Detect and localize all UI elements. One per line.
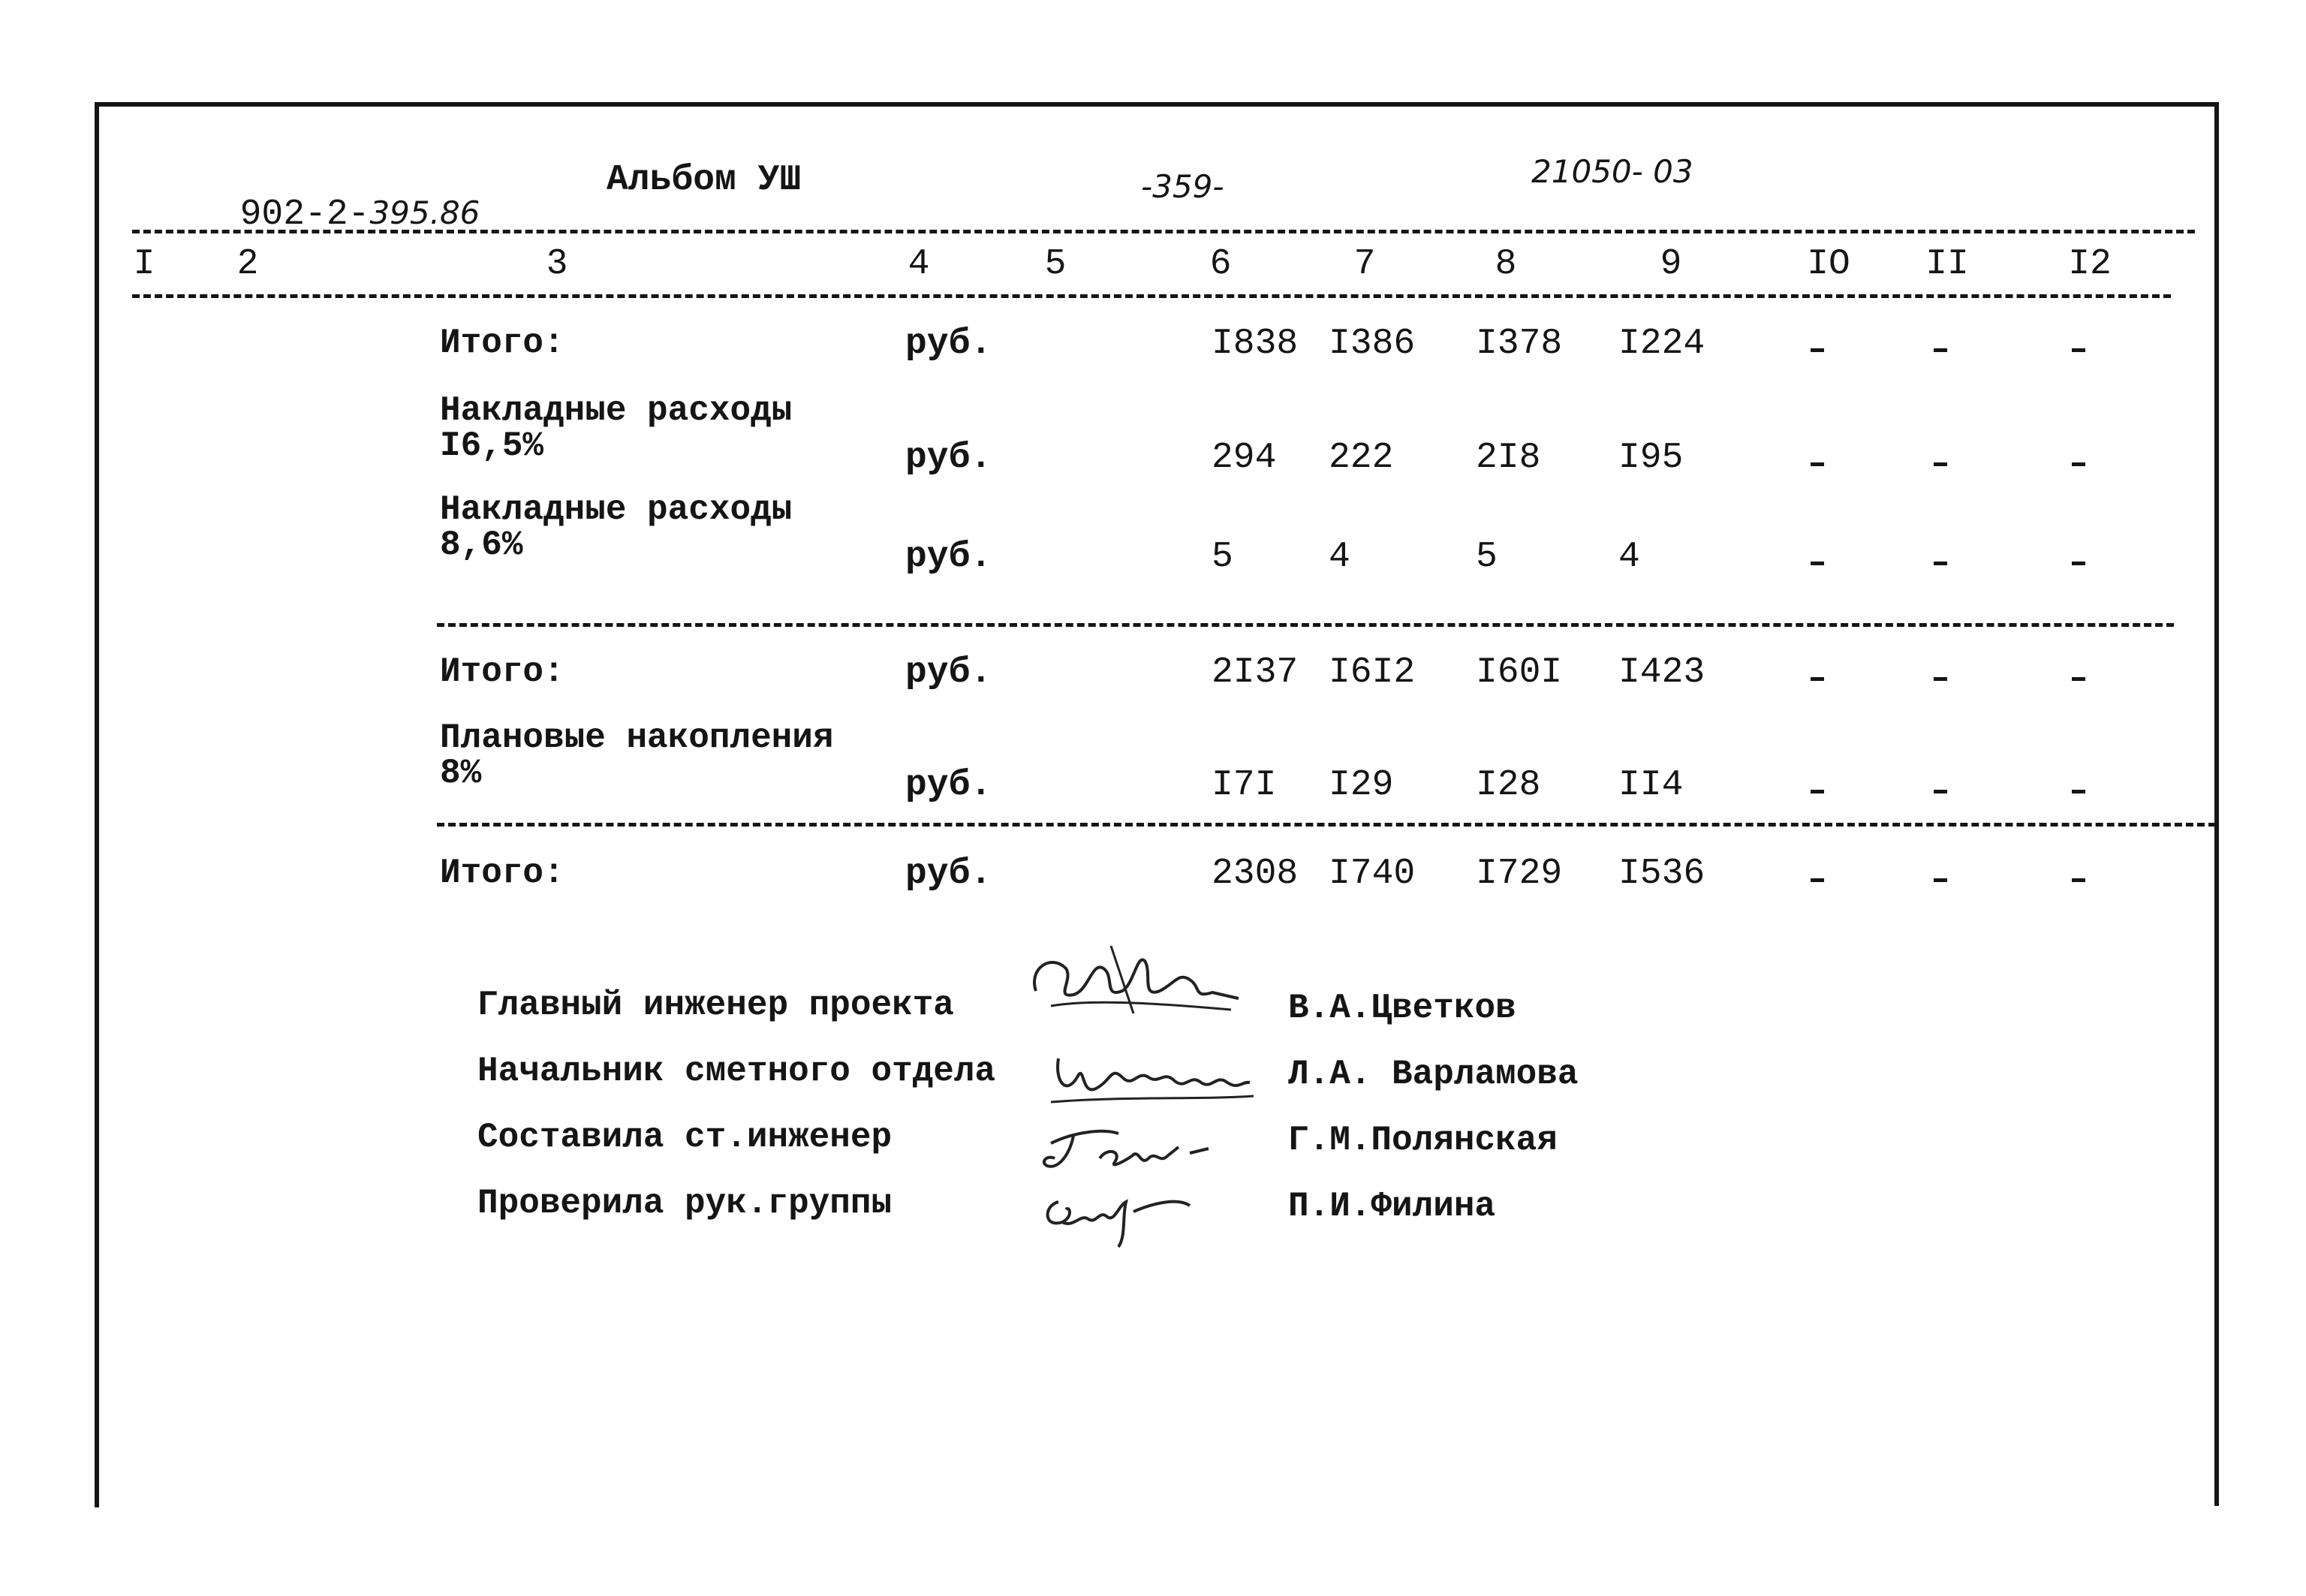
column-number-6: 6 <box>1209 244 1232 285</box>
frame-left-border <box>95 104 99 1507</box>
row-unit: руб. <box>905 438 992 478</box>
row-dash-col-12 <box>2072 878 2085 882</box>
row-label: Итого: <box>440 324 564 363</box>
column-number-7: 7 <box>1353 244 1376 285</box>
series-number-print: 902-2- <box>239 194 370 235</box>
row-dash-col-10 <box>1811 562 1824 565</box>
row-value-col-8: 5 <box>1476 537 1498 577</box>
row-unit: руб. <box>905 652 992 693</box>
column-number-5: 5 <box>1044 244 1067 285</box>
row-value-col-6: 294 <box>1212 438 1277 478</box>
row-dash-col-11 <box>1934 462 1947 466</box>
row-value-col-6: I838 <box>1212 324 1299 364</box>
column-number-12: I2 <box>2068 244 2112 285</box>
row-dash-col-11 <box>1934 348 1947 352</box>
row-dash-col-11 <box>1934 790 1947 793</box>
row-value-col-7: I29 <box>1329 765 1394 806</box>
row-label: Итого: <box>440 854 564 893</box>
row-dash-col-10 <box>1811 462 1824 466</box>
row-value-col-9: I95 <box>1618 438 1684 478</box>
row-value-col-7: 4 <box>1329 537 1350 577</box>
row-value-col-9: I423 <box>1618 652 1705 693</box>
row-label: Итого: <box>440 652 564 691</box>
row-dash-col-10 <box>1811 348 1824 352</box>
row-dash-col-10 <box>1811 677 1824 681</box>
column-number-2: 2 <box>236 244 259 285</box>
row-value-col-6: 2I37 <box>1212 652 1299 693</box>
header-rule-top <box>132 230 2195 233</box>
row-value-col-6: I7I <box>1212 765 1277 806</box>
row-value-col-6: 5 <box>1212 537 1233 577</box>
column-number-4: 4 <box>908 244 930 285</box>
row-dash-col-12 <box>2072 562 2085 565</box>
row-value-col-9: I224 <box>1618 324 1705 364</box>
row-value-col-7: I386 <box>1329 324 1416 364</box>
column-number-1: I <box>133 244 155 285</box>
signature-estimate-head <box>1036 1036 1276 1111</box>
album-title: Альбом УШ <box>607 160 802 200</box>
section-rule-1 <box>437 623 2174 627</box>
signature-name: В.А.Цветков <box>1288 989 1516 1028</box>
row-dash-col-12 <box>2072 790 2085 793</box>
signature-name: Л.А. Варламова <box>1288 1055 1579 1094</box>
column-number-9: 9 <box>1660 244 1682 285</box>
row-value-col-9: II4 <box>1618 765 1684 806</box>
row-unit: руб. <box>905 765 992 806</box>
row-dash-col-10 <box>1811 790 1824 793</box>
row-value-col-9: 4 <box>1618 537 1640 577</box>
row-label: Накладные расходы I6,5% <box>440 391 793 465</box>
series-number <box>197 161 480 233</box>
row-value-col-6: 2308 <box>1212 854 1299 894</box>
row-dash-col-11 <box>1934 677 1947 681</box>
row-unit: руб. <box>905 324 992 364</box>
signature-name: П.И.Филина <box>1288 1187 1496 1226</box>
column-number-11: II <box>1925 244 1969 285</box>
document-code: 21050- 03 <box>1531 153 1693 190</box>
row-dash-col-12 <box>2072 462 2085 466</box>
row-value-col-7: I6I2 <box>1329 652 1416 693</box>
signature-role: Главный инженер проекта <box>477 986 954 1025</box>
row-unit: руб. <box>905 537 992 577</box>
column-number-8: 8 <box>1495 244 1517 285</box>
frame-top-border <box>95 102 2219 107</box>
row-value-col-8: I378 <box>1476 324 1563 364</box>
row-label: Накладные расходы 8,6% <box>440 490 793 565</box>
signature-role: Проверила рук.группы <box>477 1184 893 1223</box>
frame-right-border <box>2214 102 2219 1506</box>
signature-group-head <box>1028 1176 1254 1251</box>
row-value-col-8: 2I8 <box>1476 438 1541 478</box>
row-value-col-9: I536 <box>1618 854 1705 894</box>
row-dash-col-10 <box>1811 878 1824 882</box>
row-unit: руб. <box>905 854 992 894</box>
row-value-col-7: 222 <box>1329 438 1394 478</box>
header-rule-bottom <box>132 294 2171 298</box>
row-value-col-7: I740 <box>1329 854 1416 894</box>
signature-name: Г.М.Полянская <box>1288 1121 1558 1160</box>
row-dash-col-11 <box>1934 878 1947 882</box>
row-dash-col-12 <box>2072 677 2085 681</box>
page-number: -359- <box>1141 168 1224 205</box>
row-value-col-8: I28 <box>1476 765 1541 806</box>
signature-senior-engineer <box>1028 1117 1254 1185</box>
signature-chief-engineer <box>1021 938 1246 1021</box>
section-rule-2 <box>437 823 2216 827</box>
column-number-3: 3 <box>546 244 568 285</box>
row-dash-col-12 <box>2072 348 2085 352</box>
column-number-10: IO <box>1807 244 1850 285</box>
series-number-handwritten: 395.86 <box>369 194 480 231</box>
signature-role: Составила ст.инженер <box>477 1118 893 1157</box>
row-dash-col-11 <box>1934 562 1947 565</box>
signature-role: Начальник сметного отдела <box>477 1052 996 1091</box>
row-label: Плановые накопления 8% <box>440 718 834 793</box>
row-value-col-8: I729 <box>1476 854 1563 894</box>
row-value-col-8: I60I <box>1476 652 1563 693</box>
